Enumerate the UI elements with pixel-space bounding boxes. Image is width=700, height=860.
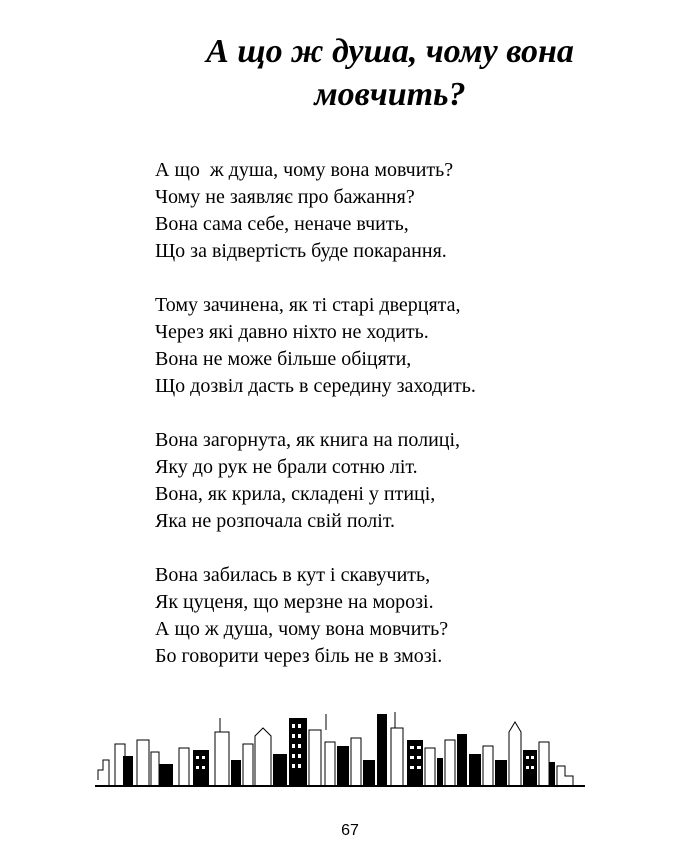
poem-line: Яку до рук не брали сотню літ. [155, 456, 418, 478]
poem-line: Вона сама себе, неначе вчить, [155, 213, 409, 235]
poem-line: А що ж душа, чому вона мовчить? [155, 618, 449, 640]
poem-line: Вона не може більше обіцяти, [155, 348, 412, 370]
poem-line: Через які давно ніхто не ходить. [155, 321, 429, 343]
page-number: 67 [341, 822, 359, 839]
poem-line: Тому зачинена, як ті старі дверцята, [155, 294, 461, 316]
poem-line: Що дозвіл дасть в середину заходить. [155, 375, 476, 397]
poem-title [160, 30, 620, 116]
stanza-2 [155, 292, 635, 400]
poem-line: Яка не розпочала свій політ. [155, 510, 396, 532]
poem-line: Що за відвертість буде покарання. [155, 240, 447, 262]
poem-title-line-2: мовчить? [314, 76, 466, 113]
poem-line: Чому не заявляє про бажання? [155, 186, 415, 208]
poem-line: Вона загорнута, як книга на полиці, [155, 429, 461, 451]
poem-line: Вона, як крила, складені у птиці, [155, 483, 436, 505]
stanza-4 [155, 562, 635, 670]
poem-title-line-1: А що ж душа, чому вона [206, 33, 574, 70]
city-skyline-illustration [95, 710, 585, 792]
stanza-3 [155, 427, 635, 535]
poem-body [155, 157, 635, 697]
stanza-1 [155, 157, 635, 265]
poem-line: Вона забилась в кут і скавучить, [155, 564, 431, 586]
poem-line: Як цуценя, що мерзне на морозі. [155, 591, 434, 613]
poem-line: Бо говорити через біль не в змозі. [155, 645, 443, 667]
poem-line: А що ж душа, чому вона мовчить? [155, 159, 454, 181]
